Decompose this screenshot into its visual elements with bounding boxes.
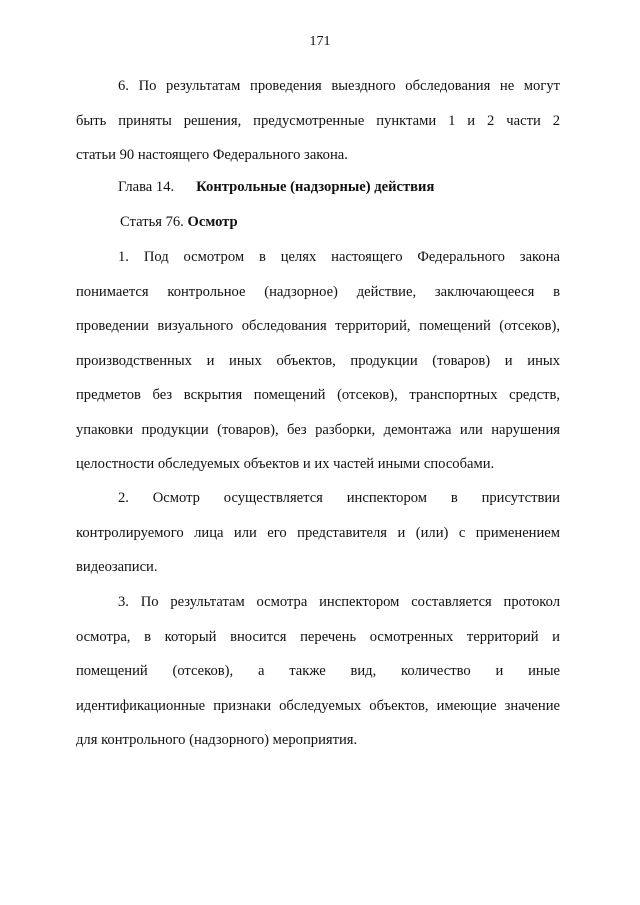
paragraph-line: статьи 90 настоящего Федерального закона. — [76, 147, 348, 163]
paragraph-line: производственных и иных объектов, продукции (товаров) и иных — [76, 352, 560, 369]
chapter-heading — [118, 177, 434, 197]
article-title: Осмотр — [187, 214, 238, 230]
paragraph-line: предметов без вскрытия помещений (отсеков), транспортных средств, — [76, 387, 560, 403]
paragraph-line: идентификационные признаки обследуемых объектов, имеющие значение — [76, 697, 560, 714]
paragraph-line: помещений (отсеков), а также вид, количество и иные — [76, 663, 560, 679]
page-number: 171 — [309, 34, 331, 49]
paragraph-3 — [76, 592, 560, 765]
paragraph-line: 6. По результатам проведения выездного обследования не могут — [118, 78, 560, 94]
chapter-label: Глава 14. — [118, 179, 175, 195]
paragraph-line: понимается контрольное (надзорное) действие, заключающееся в — [76, 283, 560, 300]
article-heading — [120, 212, 238, 232]
paragraph-line: 2. Осмотр осуществляется инспектором в присутствии — [118, 490, 560, 506]
paragraph-1 — [76, 247, 560, 489]
chapter-title: Контрольные (надзорные) действия — [196, 179, 435, 195]
paragraph-line: для контрольного (надзорного) мероприятия. — [76, 732, 358, 748]
paragraph-line: 3. По результатам осмотра инспектором составляется протокол — [118, 594, 560, 610]
paragraph-line: контролируемого лица или его представителя и (или) с применением — [76, 524, 560, 541]
paragraph-line: целостности обследуемых объектов и их частей иными способами. — [76, 456, 495, 472]
paragraph-6 — [76, 76, 560, 180]
paragraph-line: осмотра, в который вносится перечень осмотренных территорий и — [76, 628, 560, 645]
paragraph-line: быть приняты решения, предусмотренные пунктами 1 и 2 части 2 — [76, 112, 560, 129]
article-label: Статья 76. — [120, 214, 184, 230]
paragraph-2 — [76, 488, 560, 592]
paragraph-line: видеозаписи. — [76, 559, 158, 575]
paragraph-line: 1. Под осмотром в целях настоящего Федерального закона — [118, 249, 560, 265]
paragraph-line: упаковки продукции (товаров), без разборки, демонтажа или нарушения — [76, 421, 560, 438]
paragraph-line: проведении визуального обследования территорий, помещений (отсеков), — [76, 318, 560, 334]
